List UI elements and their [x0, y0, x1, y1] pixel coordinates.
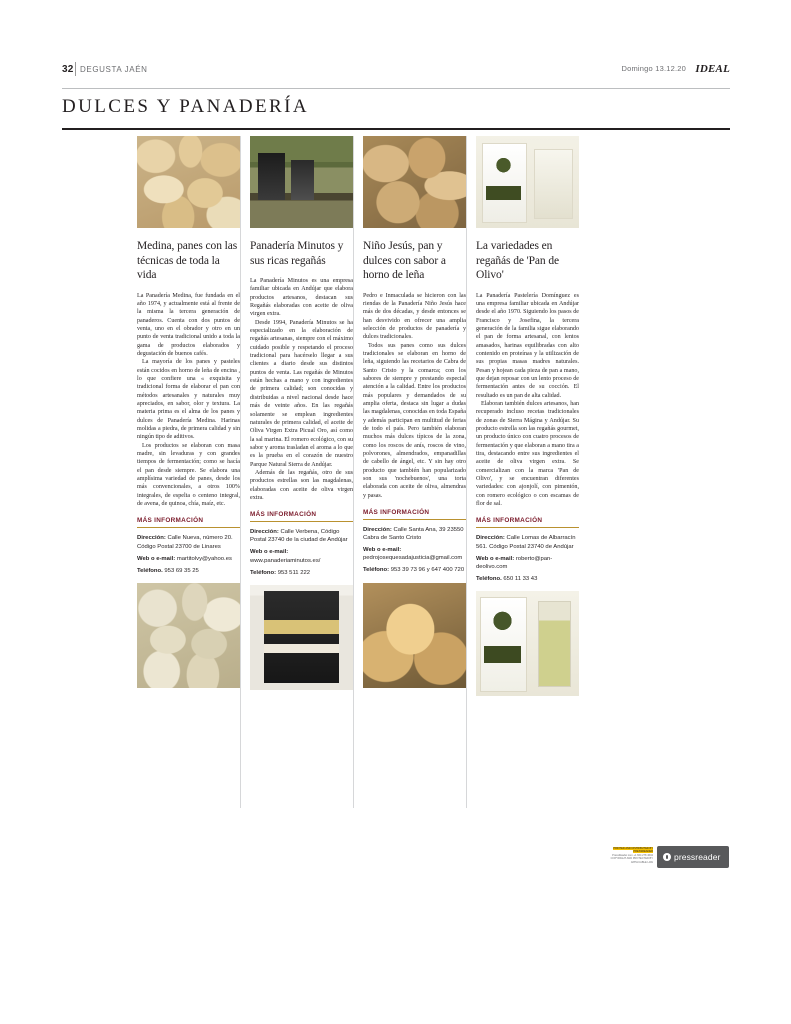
- article-nino-jesus: [363, 136, 466, 688]
- article-body: [476, 292, 579, 509]
- pressreader-legal-line-1: PRINTED AND DISTRIBUTED BY PRESSREADER: [613, 847, 653, 854]
- more-info-rule: [363, 519, 466, 520]
- address-line: [250, 528, 353, 544]
- contact-block: [476, 534, 579, 582]
- web-line: [363, 546, 466, 562]
- contact-block: [363, 526, 466, 574]
- more-info-rule: [250, 521, 353, 522]
- article-medina: [137, 136, 240, 688]
- pressreader-footer: [601, 846, 729, 868]
- phone-label: Teléfono:: [363, 567, 390, 574]
- masthead: [62, 62, 730, 82]
- web-value[interactable]: roberto@pan-deolivo.com: [476, 555, 553, 570]
- article-paragraph: Desde 1994, Panadería Minutos se ha especializado en la elaboración de regañás artesanas, siempre con el máximo cuidado posible y respetando el proceso tradicional para hacérselo llegar a sus clientes a diario desde sus distintos puntos de venta. Las regañás de Minutos están hechas a mano y con ingredientes de primera calidad; son conocidas y distribuidas a nivel nacional desde hace más de veinte años. En las regañás solamente se emplean ingredientes naturales de primera calidad, el aceite de Oliva Virgen Extra Picual Oro, así como la sal marina. El romero ecológico, con su sabor y aroma trasladan el aroma a lo que es la prueba en el corazón de nuestro Parque Natural Sierra de Andújar.: [250, 319, 353, 468]
- potatoes-photo: [137, 583, 240, 688]
- pan-de-olivo-bottle-photo: [476, 591, 579, 696]
- more-info-heading: MÁS INFORMACIÓN: [476, 517, 543, 525]
- address-value: Calle Nueva, número 20. Código Postal 23700 de Linares: [137, 535, 233, 550]
- address-label: Dirección:: [476, 535, 505, 542]
- newspaper-brand: IDEAL: [695, 63, 730, 75]
- phone-label: Teléfono.: [476, 575, 502, 582]
- article-paragraph: La mayoría de los panes y pasteles están cocidos en horno de leña de encina , lo que confiere una « exquisita y tradicional forma de elaborar el pan con métodos artesanales y naturales muy apreciados, en sabor, olor y textura. La materia prima es el alma de los panes y dulces de Panadería Medina. Harinas molidas a piedra, de primera calidad y sin ningún tipo de aditivos.: [137, 359, 240, 441]
- phone-label: Teléfono.: [137, 567, 163, 574]
- contact-block: [137, 534, 240, 574]
- phone-line: [250, 569, 353, 577]
- web-label: Web o e-mail:: [250, 549, 289, 556]
- column-divider: [466, 136, 467, 808]
- section-rule-bottom: [62, 128, 730, 130]
- pressreader-logo: [657, 846, 729, 868]
- column-divider: [240, 136, 241, 808]
- article-headline: Medina, panes con las técnicas de toda la vida: [137, 240, 238, 281]
- pressreader-logo-label: pressreader: [674, 852, 721, 862]
- address-line: [137, 534, 240, 550]
- phone-line: [363, 566, 466, 574]
- phone-value: 650 11 33 43: [503, 575, 538, 582]
- column-divider: [353, 136, 354, 808]
- web-line: [476, 555, 579, 571]
- golden-bread-photo: [363, 583, 466, 688]
- more-info-heading: MÁS INFORMACIÓN: [250, 511, 317, 519]
- web-value[interactable]: martitolvy@yahoo.es: [176, 555, 232, 562]
- article-paragraph: Pedro e Inmaculada se hicieron con las riendas de la Panadería Niño Jesús hace más de dos décadas, y desde entonces se han desvivido en ofrecer una amplia selección de productos de panadería y dulces tradicionales.: [363, 292, 466, 341]
- page-number: 32: [62, 64, 74, 75]
- web-line: [250, 548, 353, 564]
- web-label: Web o e-mail:: [137, 555, 176, 562]
- address-label: Dirección:: [363, 527, 392, 534]
- address-line: [363, 526, 466, 542]
- article-paragraph: Además de las regañás, otro de sus productos estrellas son las magdalenas, elaboradas con aceite de oliva virgen extra.: [250, 469, 353, 501]
- phone-value: 953 69 35 25: [164, 567, 199, 574]
- article-paragraph: La Panadería Pastelería Domínguez es una empresa familiar ubicada en Andújar desde el año 1970. Siguiendo los pasos de Francisco y Josefina, la tercera generación de la familia sigue elaborando el pan de forma artesanal, con lentos amasados, harinas equilibradas con alto contenido en proteínas y la utilización de sus propias masas madres naturales. Pesan y hojean cada pieza de pan a mano, que dejan reposar con un lento proceso de fermentación antes de su cocción. El resultado es un pan de alta calidad.: [476, 292, 579, 399]
- address-value: Calle Santa Ana, 39 23550 Cabra de Santo Cristo: [363, 527, 464, 542]
- article-paragraph: La Panadería Minutos es una empresa familiar ubicada en Andújar que elabora productos artesanos, destacan sus Regañás elaboradas con aceite de oliva virgen extra.: [250, 278, 353, 318]
- address-label: Dirección:: [137, 535, 166, 542]
- phone-line: [137, 567, 240, 575]
- more-info-rule: [476, 527, 579, 528]
- masthead-divider: [75, 62, 76, 76]
- article-pan-de-olivo: [476, 136, 579, 696]
- address-line: [476, 534, 579, 550]
- web-label: Web o e-mail:: [363, 547, 402, 554]
- article-body: [363, 292, 466, 501]
- more-info-rule: [137, 527, 240, 528]
- page-title: DULCES Y PANADERÍA: [62, 96, 309, 117]
- article-body: [250, 277, 353, 502]
- article-headline: La variedades en regañás de 'Pan de Olivo': [476, 240, 559, 281]
- address-label: Dirección:: [250, 529, 279, 536]
- article-columns: [62, 136, 730, 816]
- section-rule-top: [62, 88, 730, 89]
- pressreader-legal: [603, 847, 653, 864]
- article-minutos: [250, 136, 353, 690]
- phone-value: 953 511 222: [277, 569, 311, 576]
- web-value[interactable]: pedrojosequesadajusticia@gmail.com: [363, 555, 463, 562]
- web-label: Web o e-mail:: [476, 555, 515, 562]
- publication-section-tag: DEGUSTA JAÉN: [80, 65, 148, 74]
- phone-line: [476, 575, 579, 583]
- more-info-heading: MÁS INFORMACIÓN: [137, 517, 204, 525]
- issue-date: Domingo 13.12.20: [621, 64, 686, 73]
- article-headline: Panadería Minutos y sus ricas regañás: [250, 240, 344, 267]
- address-value: Calle Verbena, Código Postal 23740 de la ciudad de Andújar: [250, 529, 348, 544]
- web-value[interactable]: www.panaderiaminutos.es/: [250, 557, 321, 564]
- article-paragraph: Todos sus panes como sus dulces tradicionales se elaboran en horno de leña, siguiendo las recetarios de Cabra de Santo Cristo y la comarca; con los sabores de siempre y prestando especial atención a la calidad. Entre los productos más populares y demandados de su amplia oferta, destaca sin lugar a dudas las magdalenas, conocidas en toda España y además participan en multitud de ferias de todo el país. Pero también elaboran muchos más dulces típicos de la zona, como los roscos de anís, roscos de vino, polvorones, almendrados, empanadillas de cabello de ángel, etc. Y sin hay otro producto que también han popularizado son sus 'nochebuenos', una torta elaborada con aceite de oliva, almendras y pasas.: [363, 342, 466, 499]
- pressreader-legal-line-3: COPYRIGHT AND PROTECTED BY APPLICABLE LAW: [610, 857, 653, 864]
- pan-de-olivo-products-photo: [476, 136, 579, 228]
- address-value: Calle Lomas de Albarracín 561. Código Postal 23740 de Andújar: [476, 535, 576, 550]
- pressreader-legal-line-2: PressReader.com +1 604 278 4604: [612, 853, 653, 857]
- article-paragraph: Elaboran también dulces artesanos, han recuperado incluso recetas tradicionales de zonas de Sierra Mágina y Andújar. Su producto estrella son las regañás gourmet, un producto único con cuatro procesos de fermentación y que elaboran a mano tira a tira, destacando entre sus ingredientes el aceite de oliva virgen extra. Se comercializan con la marca 'Pan de Olivo', y se encuentran diferentes variedades: con ajonjolí, con pimentón, con romero ecológico o con escamas de flor de sal.: [476, 400, 579, 508]
- article-body: [137, 292, 240, 509]
- contact-block: [250, 528, 353, 576]
- phone-label: Teléfono:: [250, 569, 277, 576]
- minutos-package-photo: [250, 585, 353, 690]
- shop-shelf-photo: [250, 136, 353, 228]
- article-headline: Niño Jesús, pan y dulces con sabor a horno de leña: [363, 240, 446, 281]
- more-info-heading: MÁS INFORMACIÓN: [363, 509, 430, 517]
- rustic-breads-photo: [137, 136, 240, 228]
- web-line: [137, 555, 240, 563]
- artisan-loaves-photo: [363, 136, 466, 228]
- article-paragraph: Los productos se elaboran con masa madre, sin levaduras y con grandes tiempos de fermentación; como se hacía el pan desde siempre. Se elabora una amplísima variedad de panes, desde los más convencionales, a otros 100% integrales, de espelta o centeno integral, de avena, de quinoa, chía, maíz, etc.: [137, 442, 240, 508]
- phone-value: 953 39 73 96 y 647 400 720: [390, 567, 465, 574]
- article-paragraph: La Panadería Medina, fue fundada en el año 1974, y actualmente está al frente de la misma la tercera generación de panaderos. Cuenta con dos puntos de venta, uno en el obrador y otro en un punto de venta tradicional unido a toda la gama de productos elaborados y degustación de buenos cafés.: [137, 292, 240, 357]
- pressreader-mark-icon: [663, 853, 671, 861]
